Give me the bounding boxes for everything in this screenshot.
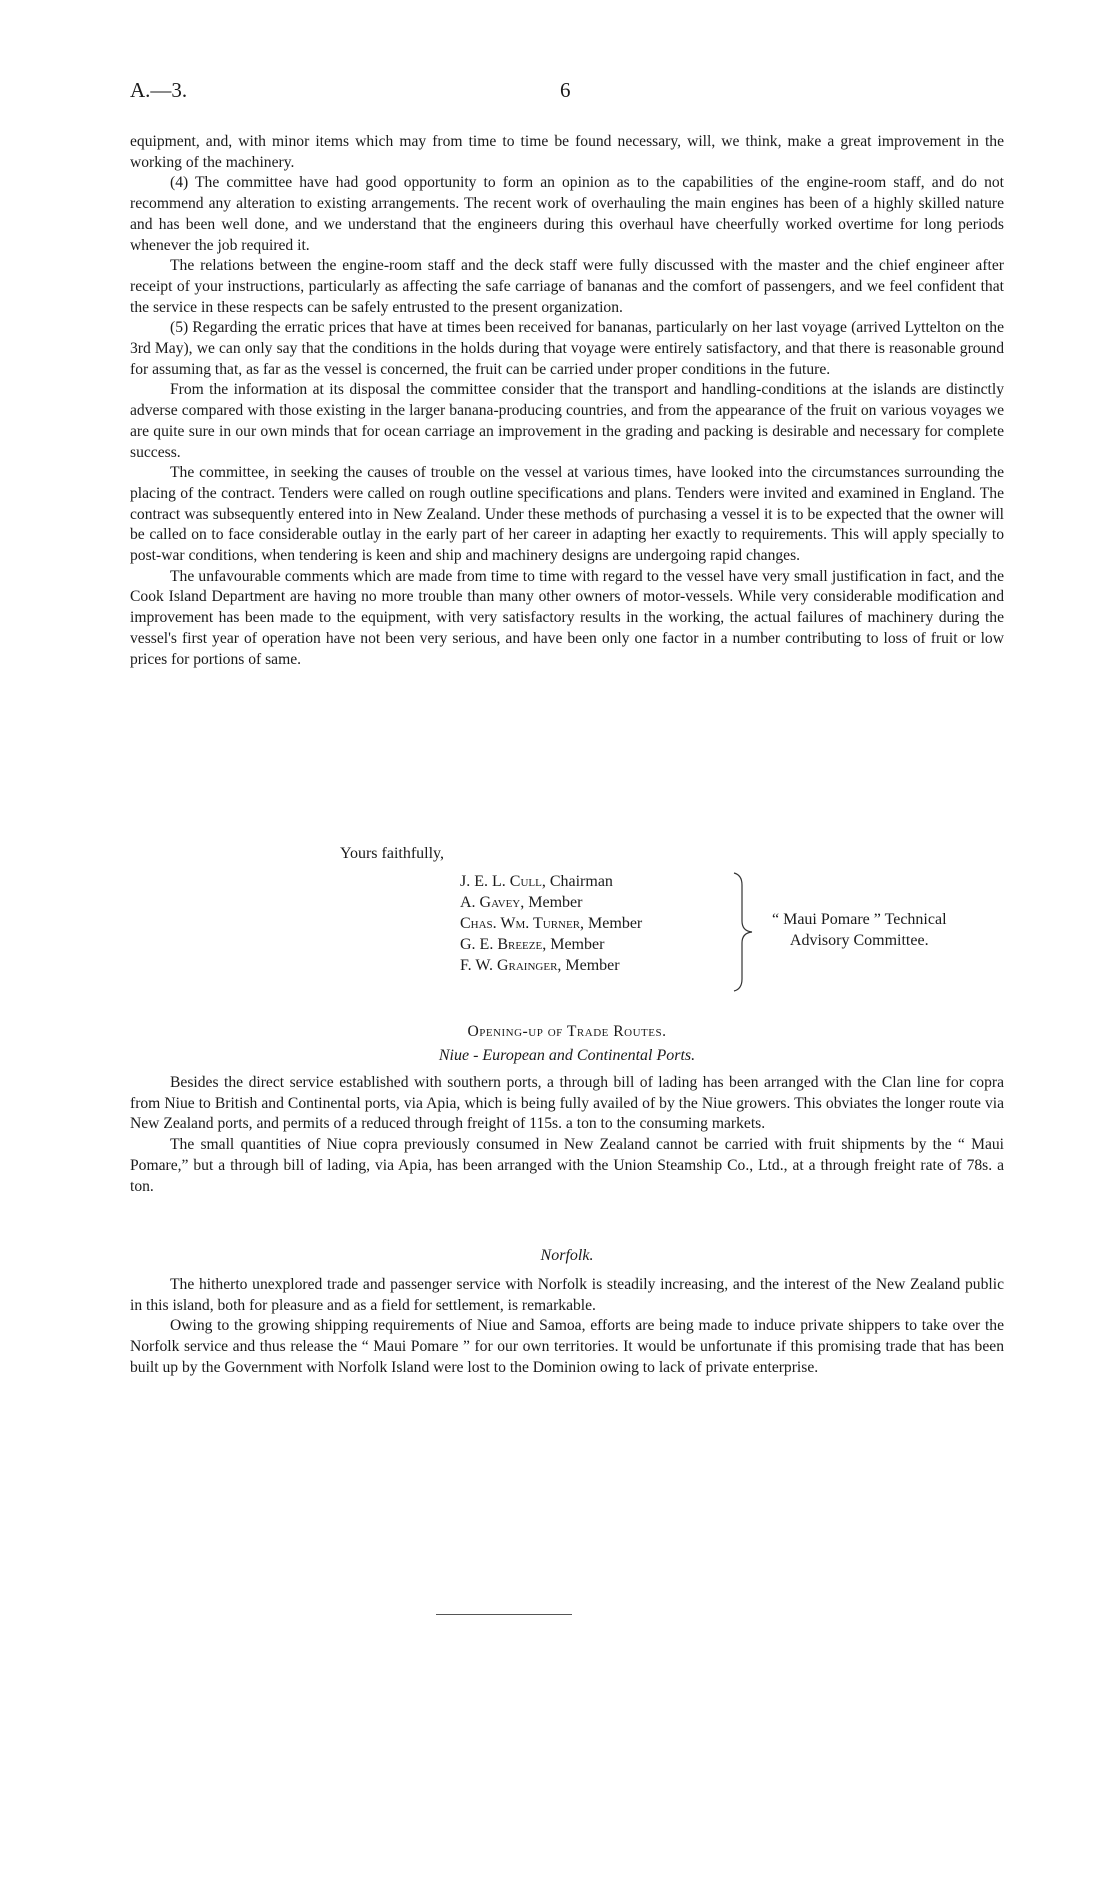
signatory: Chas. Wm. Turner, Member bbox=[460, 915, 643, 932]
right-brace bbox=[730, 871, 760, 993]
paragraph: The hitherto unexplored trade and passenger service with Norfolk is steadily increasing, and the interest of the New Zealand public in this island, both for pleasure and as a field for settlement, is remarkable. bbox=[130, 1276, 1004, 1314]
section-subheading: Niue - European and Continental Ports. bbox=[438, 1047, 696, 1064]
trade-routes-body bbox=[130, 1073, 1004, 1197]
document-reference: A.—3. bbox=[130, 78, 188, 102]
page-header bbox=[130, 78, 980, 108]
paragraph: (5) Regarding the erratic prices that have at times been received for bananas, particularly on her last voyage (arrived Lyttelton on the 3rd May), we can only say that the conditions in the holds during that voyage were entirely satisfactory, and that there is reasonable ground for assuming that, as far as the vessel is concerned, the fruit can be carried under proper conditions in the future. bbox=[130, 319, 1004, 378]
committee-name: “ Maui Pomare ” Technical Advisory Committee. bbox=[772, 911, 947, 949]
letter-body bbox=[130, 132, 1004, 670]
paragraph: The unfavourable comments which are made from time to time with regard to the vessel have very small justification in fact, and the Cook Island Department are having no more trouble than many other owners of motor-vessels. While very considerable modification and improvement has been made to the equipment, with very satisfactory results in the working, the actual failures of machinery during the vessel's first year of operation have not been very serious, and have been only one factor in a number contributing to loss of fruit or low prices for portions of same. bbox=[130, 567, 1004, 668]
signatory: G. E. Breeze, Member bbox=[460, 936, 605, 953]
paragraph: Besides the direct service established with southern ports, a through bill of lading has been arranged with the Clan line for copra from Niue to British and Continental ports, via Apia, which is being fully availed of by the Niue growers. This obviates the longer route via New Zealand ports, and permits of a reduced through freight of 115s. a ton to the consuming markets. bbox=[130, 1074, 1004, 1133]
norfolk-body bbox=[130, 1275, 1004, 1379]
paragraph: (4) The committee have had good opportunity to form an opinion as to the capabilities of the engine-room staff, and do not recommend any alteration to existing arrangements. The recent work of overhauling the main engines has been of a highly skilled nature and has been well done, and we understand that the engineers during this overhaul have cheerfully worked overtime for long periods whenever the job required it. bbox=[130, 174, 1004, 254]
paragraph: The small quantities of Niue copra previously consumed in New Zealand cannot be carried with fruit shipments by the “ Maui Pomare,” but a through bill of lading, via Apia, has been arranged with the Union Steamship Co., Ltd., at a through freight rate of 78s. a ton. bbox=[130, 1136, 1004, 1195]
paragraph: The committee, in seeking the causes of trouble on the vessel at various times, have looked into the circumstances surrounding the placing of the contract. Tenders were called on rough outline specifications and plans. Tenders were invited and examined in England. The contract was subsequently entered into in New Zealand. Under these methods of purchasing a vessel it is to be expected that the owner will be called on to face considerable outlay in the early part of her career in adapting her exactly to requirements. This will apply specially to post-war conditions, when tendering is keen and ship and machinery designs are undergoing rapid changes. bbox=[130, 464, 1004, 565]
page-number: 6 bbox=[560, 78, 571, 102]
signatory-list bbox=[460, 871, 642, 976]
paragraph: equipment, and, with minor items which may from time to time be found necessary, will, we think, make a great improvement in the working of the machinery. bbox=[130, 133, 1004, 171]
end-rule bbox=[436, 1614, 572, 1615]
section-heading: Opening-up of Trade Routes. bbox=[467, 1023, 667, 1040]
section-subheading: Norfolk. bbox=[540, 1247, 594, 1264]
paragraph: Owing to the growing shipping requirements of Niue and Samoa, efforts are being made to induce private shippers to take over the Norfolk service and thus release the “ Maui Pomare ” for our own territories. It would be unfortunate if this promising trade that has been built up by the Government with Norfolk Island were lost to the Dominion owing to lack of private enterprise. bbox=[130, 1317, 1004, 1376]
signatory: J. E. L. Cull, Chairman bbox=[460, 873, 613, 890]
signatory: A. Gavey, Member bbox=[460, 894, 583, 911]
paragraph: From the information at its disposal the committee consider that the transport and handling-conditions at the islands are distinctly adverse compared with those existing in the larger banana-producing countries, and from the appearance of the fruit on various voyages we are quite sure in our own minds that for ocean carriage an improvement in the grading and packing is desirable and necessary for complete success. bbox=[130, 381, 1004, 461]
closing: Yours faithfully, bbox=[340, 845, 445, 862]
signature-block bbox=[130, 843, 1004, 1003]
paragraph: The relations between the engine-room staff and the deck staff were fully discussed with the master and the chief engineer after receipt of your instructions, particularly as affecting the safe carriage of bananas and the comfort of passengers, and we feel confident that the service in these respects can be safely entrusted to the present organization. bbox=[130, 257, 1004, 316]
signatory: F. W. Grainger, Member bbox=[460, 957, 620, 974]
